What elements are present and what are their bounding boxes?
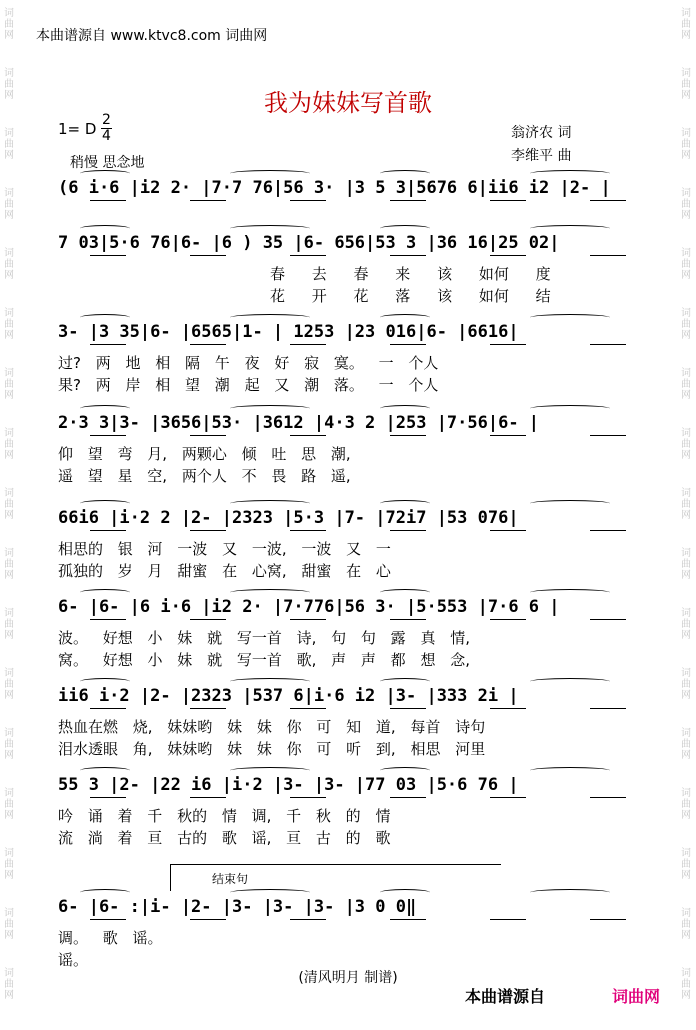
notation-row: 3- |3 35|6- |6565|1- | 1253 |23 016|6- |6616| xyxy=(58,322,519,342)
slur-mark xyxy=(380,405,430,412)
beam-underline xyxy=(190,200,226,201)
lyric-line: 调。 歌 谣。 xyxy=(58,929,163,947)
beam-underline xyxy=(190,435,226,436)
lyric-line: 窝。 好想 小 妹 就 写一首 歌, 声 声 都 想 念, xyxy=(58,651,470,669)
beam-underline xyxy=(190,708,226,709)
slur-mark xyxy=(380,767,430,774)
song-title: 我为妹妹写首歌 xyxy=(264,89,432,117)
slur-mark xyxy=(80,314,130,321)
lyric-line: 谣。 xyxy=(58,951,89,969)
beam-underline xyxy=(590,344,626,345)
watermark-glyph-group: 词 曲 网 xyxy=(681,188,691,221)
beam-underline xyxy=(90,708,126,709)
slur-mark xyxy=(530,500,610,507)
footer-source: 本曲谱源自 xyxy=(465,987,546,1006)
watermark-glyph-group: 词 曲 网 xyxy=(681,8,691,41)
lyric-line: 吟 诵 着 千 秋的 情 调, 千 秋 的 情 xyxy=(58,807,391,825)
watermark-glyph-group: 词 曲 网 xyxy=(4,368,14,401)
beam-underline xyxy=(390,919,426,920)
tempo-marking: 稍慢 思念地 xyxy=(70,155,145,171)
time-signature-top: 2 xyxy=(102,112,111,128)
watermark-glyph-group: 词 曲 网 xyxy=(4,188,14,221)
slur-mark xyxy=(380,500,430,507)
beam-underline xyxy=(590,708,626,709)
beam-underline xyxy=(90,619,126,620)
lyric-line: 春 去 春 来 该 如何 度 xyxy=(270,265,551,283)
beam-underline xyxy=(190,530,226,531)
slur-mark xyxy=(80,225,130,232)
watermark-glyph-group: 词 曲 网 xyxy=(4,908,14,941)
lyric-line: 过? 两 地 相 隔 午 夜 好 寂 寞。 一 个人 xyxy=(58,354,439,372)
beam-underline xyxy=(90,435,126,436)
beam-underline xyxy=(290,435,326,436)
watermark-glyph-group: 词 曲 网 xyxy=(4,248,14,281)
watermark-glyph-group: 词 曲 网 xyxy=(4,8,14,41)
beam-underline xyxy=(190,797,226,798)
watermark-glyph-group: 词 曲 网 xyxy=(681,968,691,1001)
beam-underline xyxy=(290,919,326,920)
lyric-line: 流 淌 着 亘 古的 歌 谣, 亘 古 的 歌 xyxy=(58,829,391,847)
watermark-glyph-group: 词 曲 网 xyxy=(4,128,14,161)
slur-mark xyxy=(230,314,310,321)
beam-underline xyxy=(490,435,526,436)
beam-underline xyxy=(590,530,626,531)
slur-mark xyxy=(230,170,310,177)
beam-underline xyxy=(90,797,126,798)
slur-mark xyxy=(530,170,610,177)
key-signature: 1= D xyxy=(58,120,97,138)
slur-mark xyxy=(530,405,610,412)
beam-underline xyxy=(290,530,326,531)
watermark-glyph-group: 词 曲 网 xyxy=(4,548,14,581)
watermark-glyph-group: 词 曲 网 xyxy=(4,848,14,881)
slur-mark xyxy=(80,170,130,177)
beam-underline xyxy=(590,619,626,620)
watermark-glyph-group: 词 曲 网 xyxy=(4,788,14,821)
beam-underline xyxy=(290,797,326,798)
beam-underline xyxy=(490,255,526,256)
slur-mark xyxy=(80,678,130,685)
slur-mark xyxy=(230,225,310,232)
slur-mark xyxy=(80,889,130,896)
slur-mark xyxy=(230,678,310,685)
beam-underline xyxy=(290,255,326,256)
watermark-glyph-group: 词 曲 网 xyxy=(4,428,14,461)
slur-mark xyxy=(380,225,430,232)
beam-underline xyxy=(590,255,626,256)
watermark-glyph-group: 词 曲 网 xyxy=(4,308,14,341)
notation-row: 7 03|5·6 76|6- |6 ) 35 |6- 656|53 3 |36 16|25 02| xyxy=(58,233,560,253)
beam-underline xyxy=(90,919,126,920)
slur-mark xyxy=(380,678,430,685)
beam-underline xyxy=(390,797,426,798)
beam-underline xyxy=(390,708,426,709)
beam-underline xyxy=(90,530,126,531)
slur-mark xyxy=(230,767,310,774)
lyric-line: 仰 望 弯 月, 两颗心 倾 吐 思 潮, xyxy=(58,445,351,463)
watermark-glyph-group: 词 曲 网 xyxy=(4,668,14,701)
beam-underline xyxy=(590,919,626,920)
slur-mark xyxy=(530,225,610,232)
time-signature-bottom: 4 xyxy=(102,128,111,144)
lyric-line: 热血在燃 烧, 妹妹哟 妹 妹 你 可 知 道, 每首 诗句 xyxy=(58,718,486,736)
transcriber-credit: (清风明月 制谱) xyxy=(298,970,398,986)
beam-underline xyxy=(190,344,226,345)
watermark-glyph-group: 词 曲 网 xyxy=(681,668,691,701)
beam-underline xyxy=(390,530,426,531)
beam-underline xyxy=(490,344,526,345)
lyric-line: 遥 望 星 空, 两个人 不 畏 路 遥, xyxy=(58,467,351,485)
watermark-glyph-group: 词 曲 网 xyxy=(4,728,14,761)
slur-mark xyxy=(230,500,310,507)
slur-mark xyxy=(230,589,310,596)
ending-label: 结束句 xyxy=(212,872,249,886)
watermark-glyph-group: 词 曲 网 xyxy=(681,548,691,581)
slur-mark xyxy=(80,589,130,596)
beam-underline xyxy=(390,435,426,436)
slur-mark xyxy=(80,405,130,412)
beam-underline xyxy=(290,344,326,345)
beam-underline xyxy=(290,200,326,201)
slur-mark xyxy=(380,589,430,596)
slur-mark xyxy=(530,767,610,774)
beam-underline xyxy=(190,255,226,256)
slur-mark xyxy=(530,889,610,896)
beam-underline xyxy=(490,797,526,798)
slur-mark xyxy=(530,314,610,321)
watermark-glyph-group: 词 曲 网 xyxy=(681,248,691,281)
watermark-glyph-group: 词 曲 网 xyxy=(681,128,691,161)
beam-underline xyxy=(290,619,326,620)
watermark-glyph-group: 词 曲 网 xyxy=(681,908,691,941)
watermark-glyph-group: 词 曲 网 xyxy=(4,968,14,1001)
beam-underline xyxy=(490,919,526,920)
beam-underline xyxy=(590,797,626,798)
beam-underline xyxy=(190,619,226,620)
notation-row: 2·3 3|3- |3656|53· |3612 |4·3 2 |253 |7·56|6- | xyxy=(58,413,540,433)
slur-mark xyxy=(380,170,430,177)
watermark-glyph-group: 词 曲 网 xyxy=(4,488,14,521)
lyric-line: 孤独的 岁 月 甜蜜 在 心窝, 甜蜜 在 心 xyxy=(58,562,391,580)
slur-mark xyxy=(530,589,610,596)
notation-row: (6 i·6 |i2 2· |7·7 76|56 3· |3 5 3|5676 6|ii6 i2 |2- | xyxy=(58,178,611,198)
notation-row: 6- |6- |6 i·6 |i2 2· |7·776|56 3· |5·553 |7·6 6 | xyxy=(58,597,560,617)
watermark-glyph-group: 词 曲 网 xyxy=(681,68,691,101)
watermark-glyph-group: 词 曲 网 xyxy=(681,488,691,521)
beam-underline xyxy=(490,530,526,531)
watermark-glyph-group: 词 曲 网 xyxy=(4,608,14,641)
watermark-glyph-group: 词 曲 网 xyxy=(681,608,691,641)
lyric-line: 泪水透眼 角, 妹妹哟 妹 妹 你 可 听 到, 相思 河里 xyxy=(58,740,486,758)
beam-underline xyxy=(490,200,526,201)
watermark-glyph-group: 词 曲 网 xyxy=(681,428,691,461)
lyricist: 翁济农 词 xyxy=(511,125,572,141)
lyric-line: 花 开 花 落 该 如何 结 xyxy=(270,287,551,305)
beam-underline xyxy=(390,619,426,620)
slur-mark xyxy=(80,767,130,774)
slur-mark xyxy=(530,678,610,685)
watermark-glyph-group: 词 曲 网 xyxy=(4,68,14,101)
watermark-glyph-group: 词 曲 网 xyxy=(681,728,691,761)
slur-mark xyxy=(380,314,430,321)
beam-underline xyxy=(590,200,626,201)
slur-mark xyxy=(230,405,310,412)
watermark-glyph-group: 词 曲 网 xyxy=(681,788,691,821)
lyric-line: 波。 好想 小 妹 就 写一首 诗, 句 句 露 真 情, xyxy=(58,629,470,647)
beam-underline xyxy=(90,200,126,201)
notation-row: 66i6 |i·2 2 |2- |2323 |5·3 |7- |72i7 |53 076| xyxy=(58,508,519,528)
beam-underline xyxy=(90,255,126,256)
watermark-glyph-group: 词 曲 网 xyxy=(681,848,691,881)
beam-underline xyxy=(190,919,226,920)
beam-underline xyxy=(390,255,426,256)
lyric-line: 果? 两 岸 相 望 潮 起 又 潮 落。 一 个人 xyxy=(58,376,439,394)
composer: 李维平 曲 xyxy=(511,148,572,164)
beam-underline xyxy=(290,708,326,709)
beam-underline xyxy=(490,708,526,709)
notation-row: ii6 i·2 |2- |2323 |537 6|i·6 i2 |3- |333 2i | xyxy=(58,686,519,706)
beam-underline xyxy=(390,200,426,201)
watermark-glyph-group: 词 曲 网 xyxy=(681,368,691,401)
slur-mark xyxy=(80,500,130,507)
source-line: 本曲谱源自 www.ktvc8.com 词曲网 xyxy=(36,28,268,44)
lyric-line: 相思的 银 河 一波 又 一波, 一波 又 一 xyxy=(58,540,391,558)
watermark-glyph-group: 词 曲 网 xyxy=(681,308,691,341)
beam-underline xyxy=(390,344,426,345)
beam-underline xyxy=(90,344,126,345)
footer-site-logo: 词曲网 xyxy=(612,987,661,1006)
beam-underline xyxy=(490,619,526,620)
beam-underline xyxy=(590,435,626,436)
notation-row: 6- |6- :|i- |2- |3- |3- |3- |3 0 0‖ xyxy=(58,897,417,917)
notation-row: 55 3 |2- |22 i6 |i·2 |3- |3- |77 03 |5·6 76 | xyxy=(58,775,519,795)
